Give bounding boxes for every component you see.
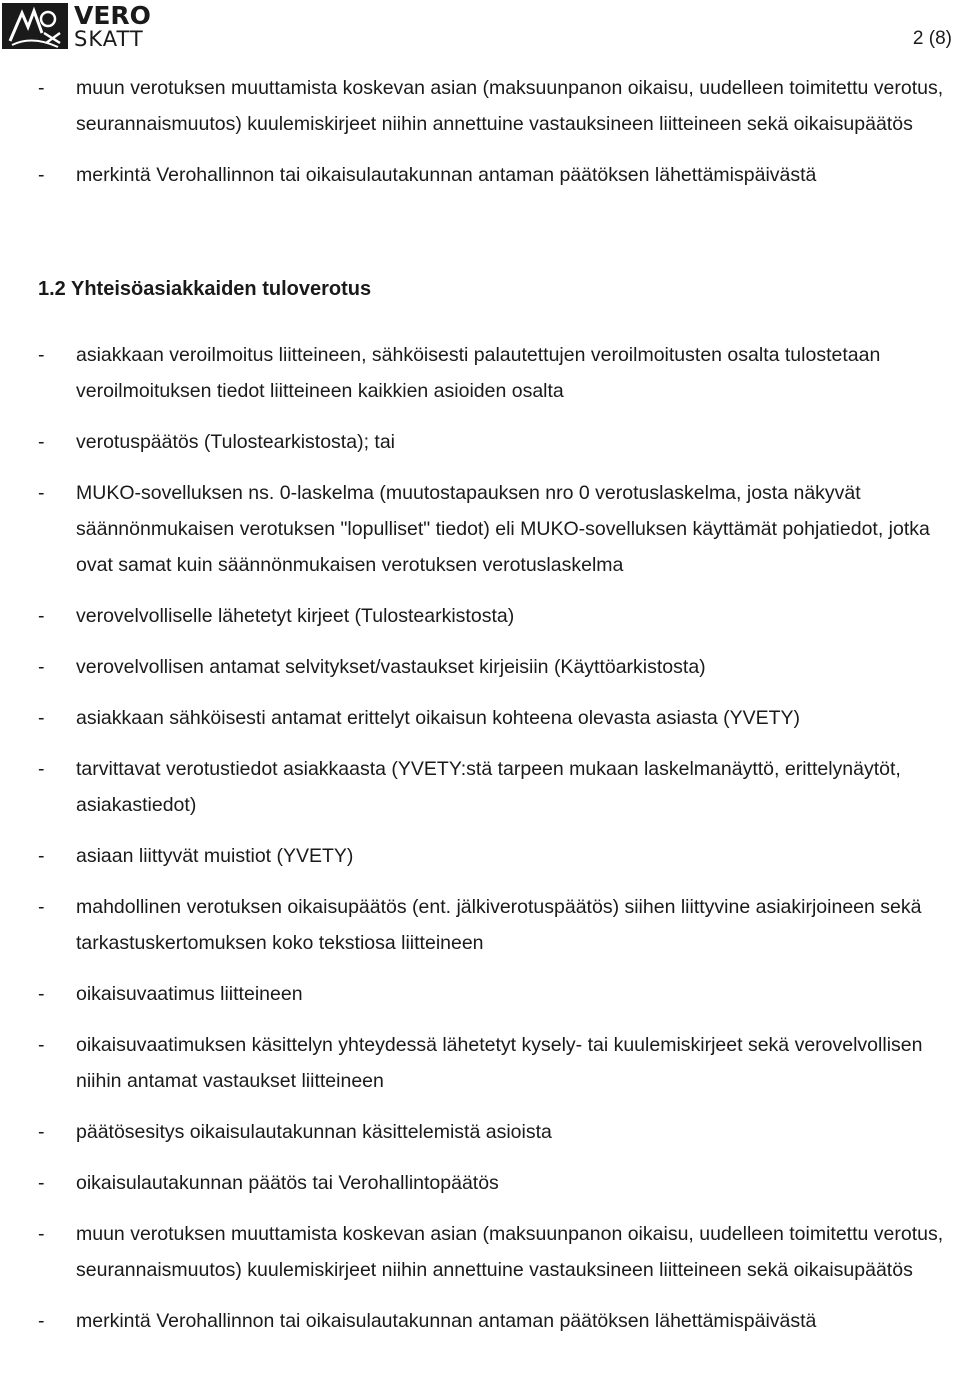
list-item: - tarvittavat verotustiedot asiakkaasta (YVETY:stä tarpeen mukaan laskelmanäyttö, erittelynäytöt, asiakastiedot) — [38, 751, 958, 823]
list-bullet: - — [38, 1034, 45, 1056]
list-bullet: - — [38, 344, 45, 366]
list-item: - verotuspäätös (Tulostearkistosta); tai — [38, 424, 958, 460]
list-bullet: - — [38, 1121, 45, 1143]
logo-line-skatt: SKATT — [74, 26, 144, 51]
document-body — [38, 70, 958, 1354]
list-bullet: - — [38, 983, 45, 1005]
list-bullet: - — [38, 845, 45, 867]
list-bullet: - — [38, 1223, 45, 1245]
list-item: - merkintä Verohallinnon tai oikaisulautakunnan antaman päätöksen lähettämispäivästä — [38, 157, 958, 193]
list-item: - MUKO-sovelluksen ns. 0-laskelma (muutostapauksen nro 0 verotuslaskelma, josta näkyvät säännönmukaisen verotuksen "lopulliset" tiedot) eli MUKO-sovelluksen käyttämät pohjatiedot, jotka ovat samat kuin säännönmukaisen verotuksen verotuslaskelma — [38, 475, 958, 583]
section-list — [38, 337, 958, 1339]
list-item: - muun verotuksen muuttamista koskevan asian (maksuunpanon oikaisu, uudelleen toimitettu verotus, seurannaismuutos) kuulemiskirjeet niihin annettuine vastauksineen liitteineen sekä oikaisupäätös — [38, 1216, 958, 1288]
list-item: - verovelvolliselle lähetetyt kirjeet (Tulostearkistosta) — [38, 598, 958, 634]
list-bullet: - — [38, 707, 45, 729]
list-item: - asiakkaan sähköisesti antamat erittelyt oikaisun kohteena olevasta asiasta (YVETY) — [38, 700, 958, 736]
list-item: - asiaan liittyvät muistiot (YVETY) — [38, 838, 958, 874]
list-item: - asiakkaan veroilmoitus liitteineen, sähköisesti palautettujen veroilmoitusten osalta tulostetaan veroilmoituksen tiedot liitteineen kaikkien asioiden osalta — [38, 337, 958, 409]
list-item: - oikaisuvaatimuksen käsittelyn yhteydessä lähetetyt kysely- tai kuulemiskirjeet sekä verovelvollisen niihin antamat vastaukset liitteineen — [38, 1027, 958, 1099]
list-bullet: - — [38, 758, 45, 780]
list-bullet: - — [38, 482, 45, 504]
list-bullet: - — [38, 431, 45, 453]
section-heading: 1.2 Yhteisöasiakkaiden tuloverotus — [38, 278, 372, 300]
list-item: - verovelvollisen antamat selvitykset/vastaukset kirjeisiin (Käyttöarkistosta) — [38, 649, 958, 685]
list-bullet: - — [38, 164, 45, 186]
list-item: - oikaisuvaatimus liitteineen — [38, 976, 958, 1012]
list-bullet: - — [38, 1172, 45, 1194]
list-item: - päätösesitys oikaisulautakunnan käsittelemistä asioista — [38, 1114, 958, 1150]
list-bullet: - — [38, 1310, 45, 1332]
page-number: 2 (8) — [912, 28, 952, 49]
list-item: - muun verotuksen muuttamista koskevan asian (maksuunpanon oikaisu, uudelleen toimitettu verotus, seurannaismuutos) kuulemiskirjeet niihin annettuine vastauksineen liitteineen sekä oikaisupäätös — [38, 70, 958, 142]
list-bullet: - — [38, 896, 45, 918]
vero-emblem-icon — [2, 3, 68, 49]
list-bullet: - — [38, 77, 45, 99]
list-bullet: - — [38, 656, 45, 678]
vero-skatt-logo — [2, 2, 151, 50]
list-item: - oikaisulautakunnan päätös tai Verohallintopäätös — [38, 1165, 958, 1201]
list-item: - mahdollinen verotuksen oikaisupäätös (ent. jälkiverotuspäätös) siihen liittyvine asiakirjoineen sekä tarkastuskertomuksen koko tekstiosa liitteineen — [38, 889, 958, 961]
logo-line-vero: VERO — [74, 0, 151, 30]
list-bullet: - — [38, 605, 45, 627]
list-item: - merkintä Verohallinnon tai oikaisulautakunnan antaman päätöksen lähettämispäivästä — [38, 1303, 958, 1339]
top-list — [38, 70, 958, 193]
